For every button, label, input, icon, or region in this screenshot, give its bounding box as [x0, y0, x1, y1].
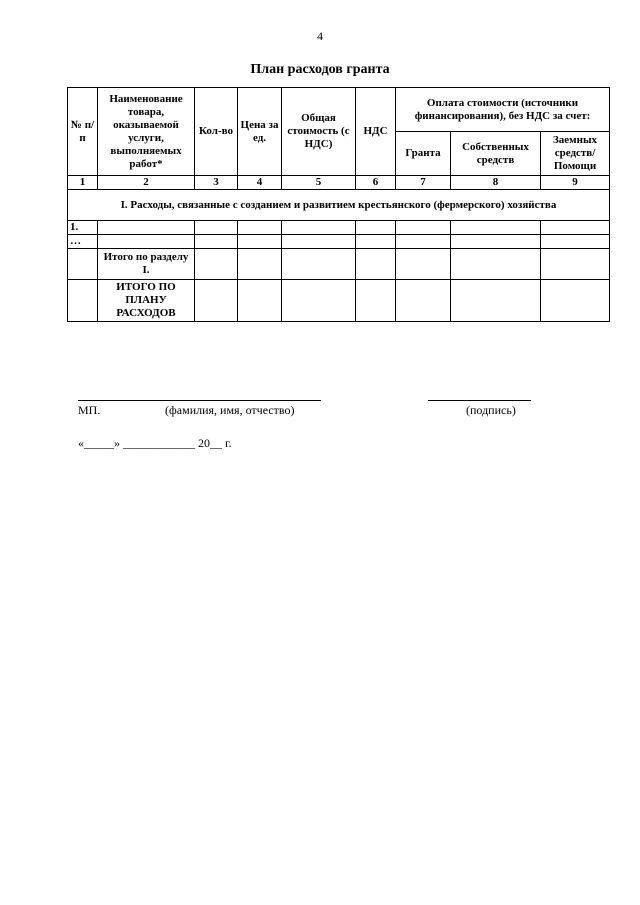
table-cell [68, 249, 98, 280]
header-vat: НДС [356, 88, 396, 176]
fio-signature-line [78, 400, 321, 401]
header-name: Наименование товара, оказываемой услуги, выполняемых работ* [98, 88, 195, 176]
table-cell [356, 221, 396, 235]
table-cell [541, 235, 610, 249]
header-qty: Кол-во [195, 88, 238, 176]
total-row [68, 280, 610, 322]
header-total: Общая стоимость (с НДС) [282, 88, 356, 176]
subtotal-label: Итого по разделу I. [98, 249, 195, 280]
row-number: 1. [68, 221, 98, 235]
table-cell [451, 280, 541, 322]
column-number: 7 [396, 176, 451, 190]
total-label: ИТОГО ПО ПЛАНУ РАСХОДОВ [98, 280, 195, 322]
row-number: … [68, 235, 98, 249]
table-cell [396, 235, 451, 249]
table-cell [356, 280, 396, 322]
table-cell [238, 221, 282, 235]
table-row [68, 221, 610, 235]
table-cell [396, 280, 451, 322]
table-cell [238, 235, 282, 249]
column-number: 5 [282, 176, 356, 190]
date-field: «_____» ____________ 20__ г. [78, 436, 232, 450]
column-number: 9 [541, 176, 610, 190]
table-cell [98, 235, 195, 249]
table-cell [356, 235, 396, 249]
subtotal-row [68, 249, 610, 280]
header-price: Цена за ед. [238, 88, 282, 176]
table-cell [195, 249, 238, 280]
signature-label: (подпись) [466, 403, 516, 417]
column-number: 6 [356, 176, 396, 190]
table-cell [282, 221, 356, 235]
table-cell [195, 235, 238, 249]
stamp-label: МП. [78, 403, 101, 417]
table-cell [541, 280, 610, 322]
header-own: Собственных средств [451, 132, 541, 176]
column-number: 3 [195, 176, 238, 190]
column-number: 4 [238, 176, 282, 190]
header-loan: Заемных средств/ Помощи [541, 132, 610, 176]
column-number-row [68, 176, 610, 190]
column-number: 8 [451, 176, 541, 190]
table-cell [451, 249, 541, 280]
table-cell [195, 280, 238, 322]
table-cell [541, 221, 610, 235]
table-cell [238, 280, 282, 322]
table-cell [282, 280, 356, 322]
header-payment: Оплата стоимости (источники финансирования), без НДС за счет: [396, 88, 610, 132]
page-number: 4 [317, 29, 323, 43]
section-title: I. Расходы, связанные с созданием и развитием крестьянского (фермерского) хозяйства [68, 190, 610, 221]
table-cell [396, 221, 451, 235]
column-number: 2 [98, 176, 195, 190]
header-num: № п/п [68, 88, 98, 176]
signature-line [428, 400, 531, 401]
page-title: План расходов гранта [250, 62, 390, 77]
table-cell [451, 221, 541, 235]
table-cell [98, 221, 195, 235]
table-cell [68, 280, 98, 322]
table-cell [195, 221, 238, 235]
table-cell [541, 249, 610, 280]
table-cell [238, 249, 282, 280]
table-cell [451, 235, 541, 249]
header-grant: Гранта [396, 132, 451, 176]
table-cell [282, 249, 356, 280]
fio-label: (фамилия, имя, отчество) [165, 403, 295, 417]
table-cell [356, 249, 396, 280]
table-cell [396, 249, 451, 280]
expense-plan-table [67, 87, 610, 322]
table-cell [282, 235, 356, 249]
column-number: 1 [68, 176, 98, 190]
table-row [68, 235, 610, 249]
